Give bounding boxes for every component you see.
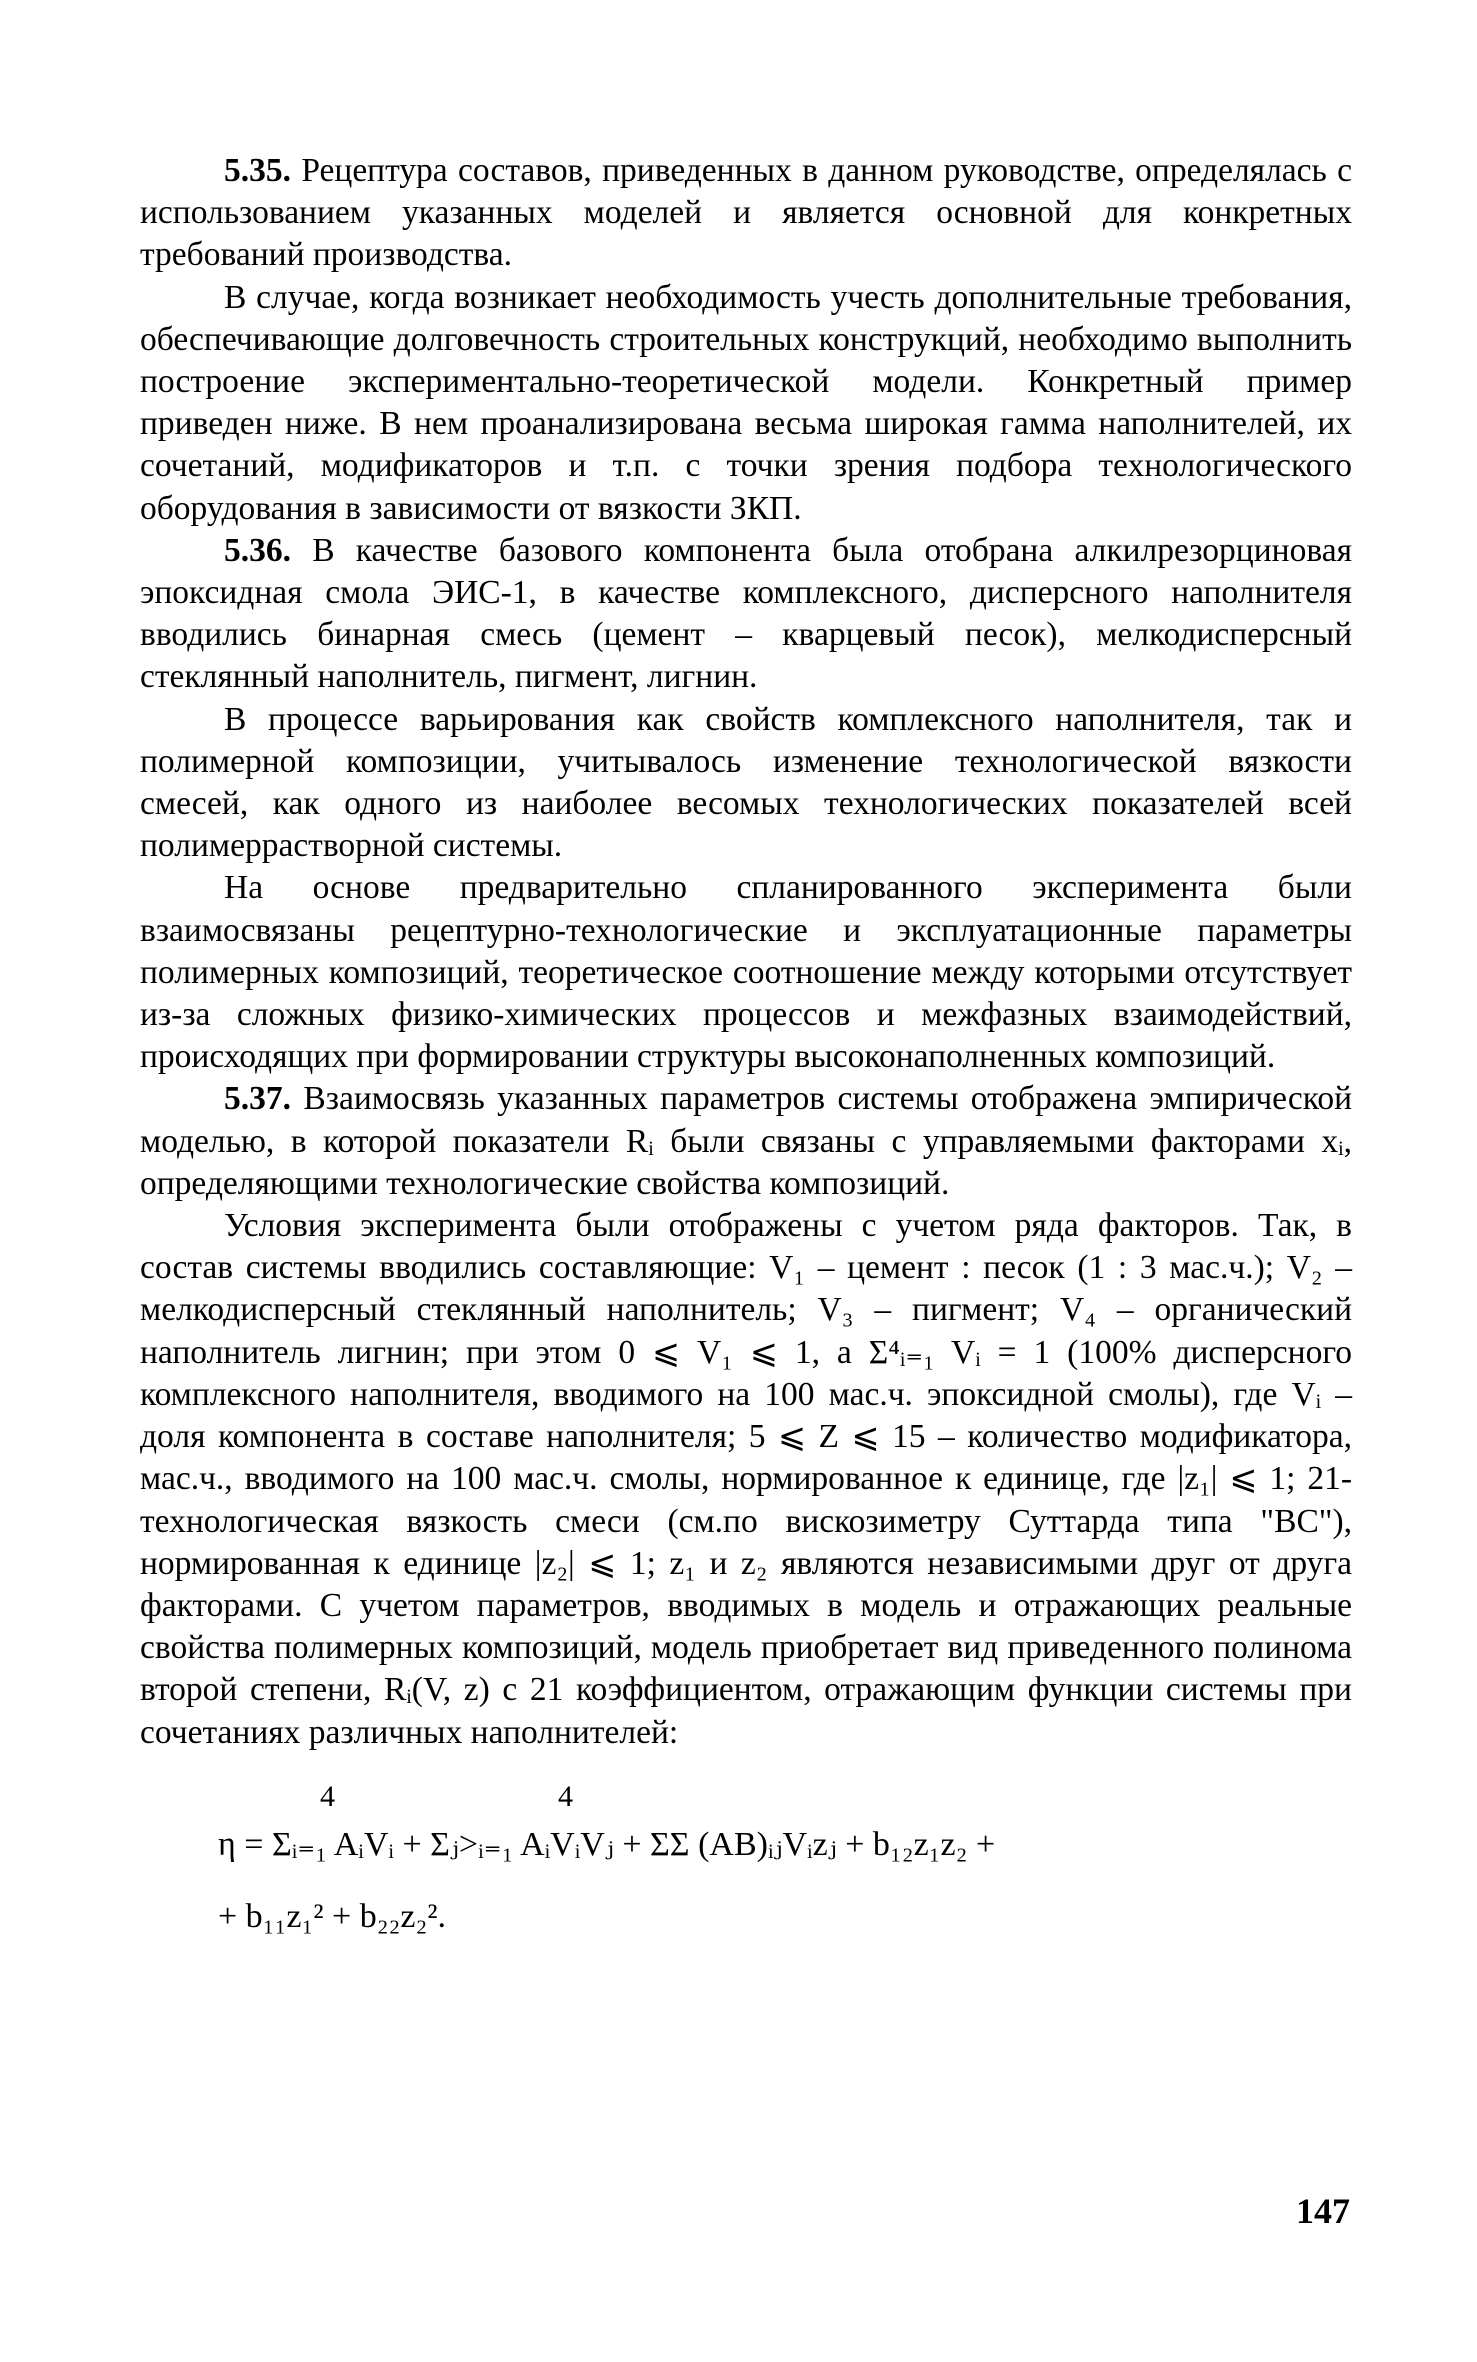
section-number: 5.36. <box>224 531 291 569</box>
paragraph <box>140 277 1352 530</box>
paragraph-text: В процессе варьирования как свойств комплексного наполнителя, так и полимерной композиции, учитывалось изменение технологической вязкости смесей, как одного из наиболее весомых технологических показателей всей полимеррастворной системы. <box>140 700 1352 865</box>
paragraph-5-37 <box>140 1078 1352 1205</box>
formula-line-2: + b₁₁z₁² + b₂₂z₂². <box>218 1897 447 1935</box>
paragraph-text: В случае, когда возникает необходимость учесть дополнительные требования, обеспечивающие долговечность строительных конструкций, необходимо выполнить построение экспериментально-теоретической модели. Конкретный пример приведен ниже. В нем проанализирована весьма широкая гамма наполнителей, их сочетаний, модификаторов и т.п. с точки зрения подбора технологического оборудования в зависимости от вязкости ЗКП. <box>140 278 1352 527</box>
polynomial-formula <box>140 1776 1352 1976</box>
paragraph-text: В качестве базового компонента была отобрана алкилрезорциновая эпоксидная смола ЭИС-1, в качестве комплексного, дисперсного наполнителя вводились бинарная смесь (цемент – кварцевый песок), мелкодисперсный стеклянный наполнитель, пигмент, лигнин. <box>140 531 1352 696</box>
paragraph <box>140 1205 1352 1754</box>
document-page <box>140 150 1352 1976</box>
paragraph <box>140 699 1352 868</box>
paragraph <box>140 867 1352 1078</box>
formula-line-1: η = Σᵢ₌₁ AᵢVᵢ + Σⱼ>ᵢ₌₁ AᵢVᵢVⱼ + ΣΣ (AB)ᵢⱼVᵢzⱼ + b₁₂z₁z₂ + <box>218 1825 996 1863</box>
paragraph-5-36 <box>140 530 1352 699</box>
section-number: 5.37. <box>224 1080 291 1118</box>
paragraph-text: Взаимосвязь указанных параметров системы отображена эмпирической моделью, в которой показатели Rᵢ были связаны с управляемыми факторами xᵢ, определяющими технологические свойства композиций. <box>140 1080 1352 1202</box>
paragraph-5-35 <box>140 150 1352 277</box>
section-number: 5.35. <box>224 152 291 189</box>
paragraph-text: Рецептура составов, приведенных в данном руководстве, определялась с использованием указанных моделей и является основной для конкретных требований производства. <box>140 152 1352 274</box>
sum-upper-limit: 4 <box>320 1779 335 1813</box>
paragraph-text: Условия эксперимента были отображены с учетом ряда факторов. Так, в состав системы вводились составляющие: V₁ – цемент : песок (1 : 3 мас.ч.); V₂ – мелкодисперсный стеклянный наполнитель; V₃ – пигмент; V₄ – органический наполнитель лигнин; при этом 0 ⩽ V₁ ⩽ 1, а Σ⁴ᵢ₌₁ Vᵢ = 1 (100% дисперсного комплексного наполнителя, вводимого на 100 мас.ч. эпоксидной смолы), где Vᵢ – доля компонента в составе наполнителя; 5 ⩽ Z ⩽ 15 – количество модификатора, мас.ч., вводимого на 100 мас.ч. смолы, нормированное к единице, где |z₁| ⩽ 1; 21-технологическая вязкость смеси (см.по вискозиметру Суттарда типа "ВС"), нормированная к единице |z₂| ⩽ 1; z₁ и z₂ являются независимыми друг от друга факторами. С учетом параметров, вводимых в модель и отражающих реальные свойства полимерных композиций, модель приобретает вид приведенного полинома второй степени, Rᵢ(V, z) с 21 коэффициентом, отражающим функции системы при сочетаниях различных наполнителей: <box>140 1207 1352 1751</box>
sum-upper-limit: 4 <box>558 1779 573 1813</box>
paragraph-text: На основе предварительно спланированного эксперимента были взаимосвязаны рецептурно-технологические и эксплуатационные параметры полимерных композиций, теоретическое соотношение между которыми отсутствует из-за сложных физико-химических процессов и межфазных взаимодействий, происходящих при формировании структуры высоконаполненных композиций. <box>140 869 1352 1076</box>
page-number: 147 <box>1296 2191 1350 2231</box>
